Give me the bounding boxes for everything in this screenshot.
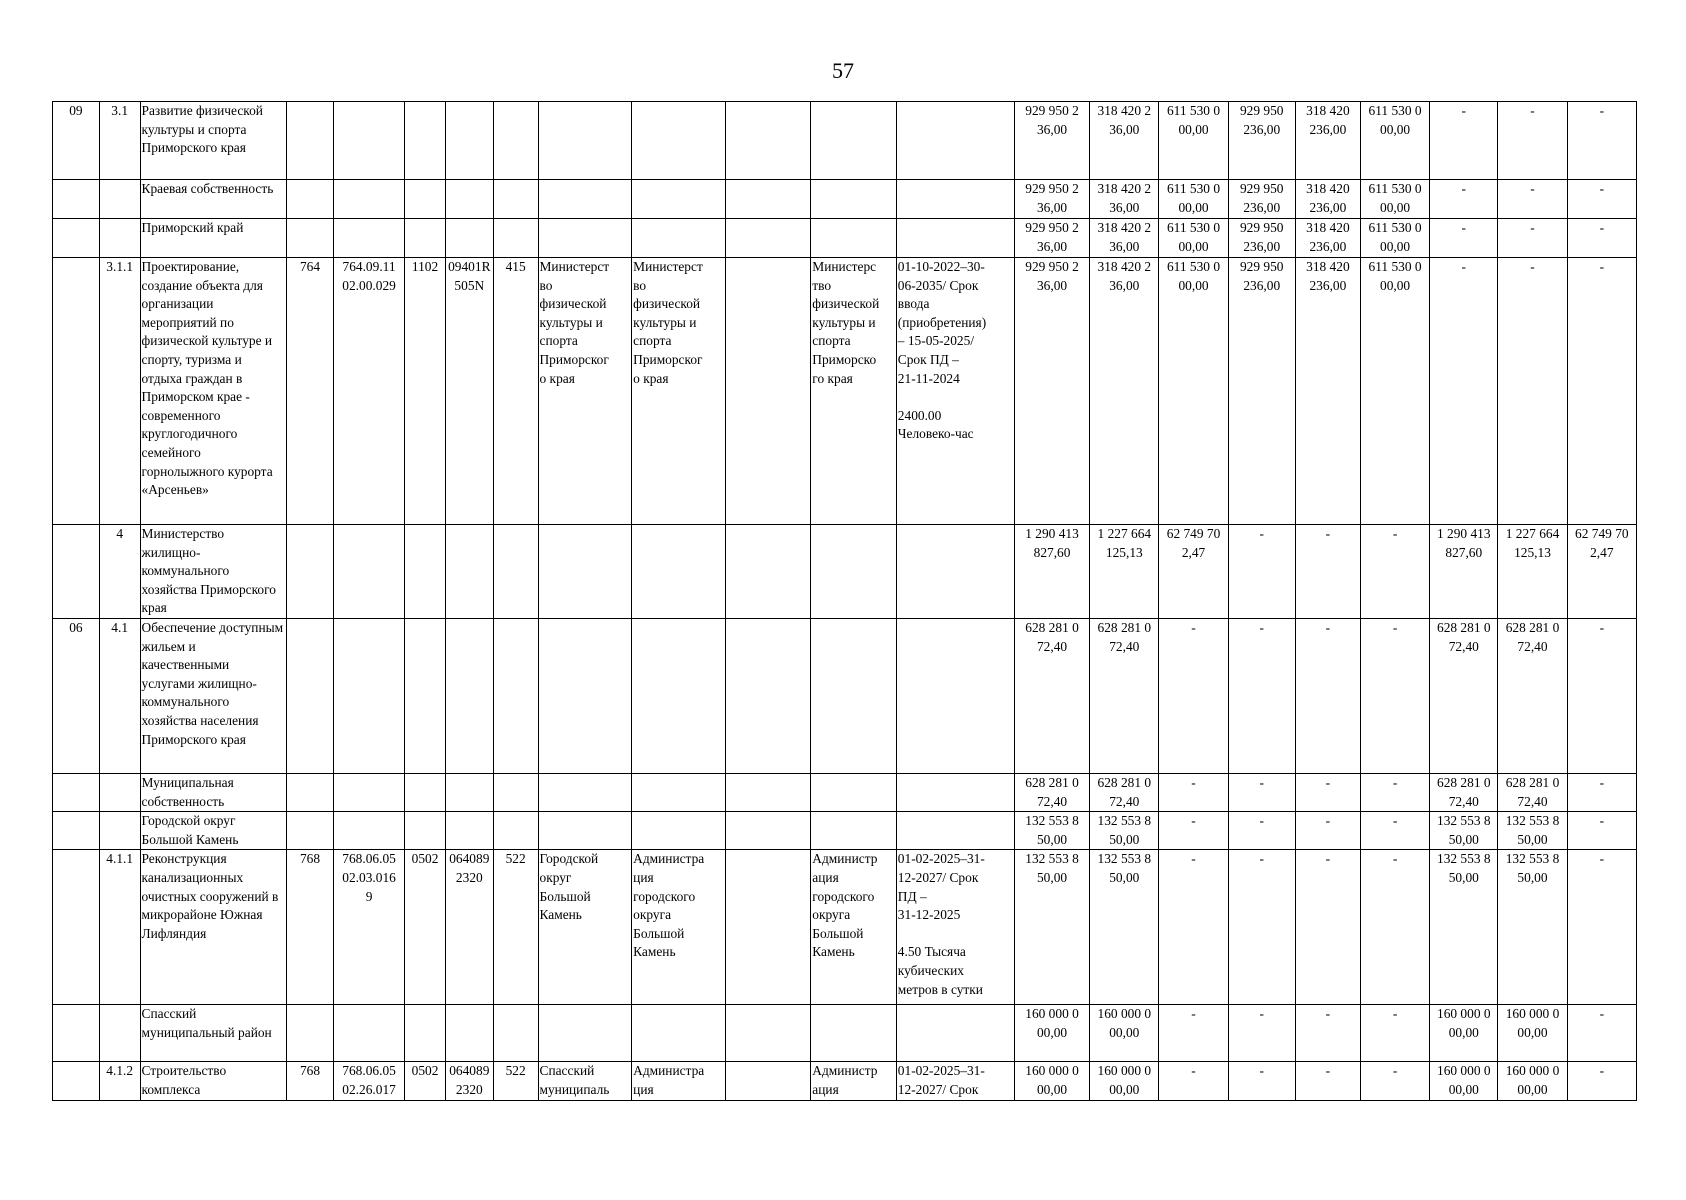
cell-extra-federal: - bbox=[1498, 102, 1567, 180]
cell-total-federal: 132 553 8 50,00 bbox=[1090, 850, 1159, 1005]
cell-item-number: 3.1.1 bbox=[99, 258, 140, 525]
table-row bbox=[53, 850, 1637, 1005]
cell-customer: Министерст во физической культуры и спорта Приморског о края bbox=[632, 258, 726, 525]
cell-budget-federal: 318 420 236,00 bbox=[1295, 180, 1360, 219]
cell-budget-regional: - bbox=[1360, 618, 1429, 773]
cell-extra-all: - bbox=[1430, 102, 1498, 180]
cell-extra-all: 160 000 0 00,00 bbox=[1430, 1005, 1498, 1062]
cell-budget-regional: 611 530 0 00,00 bbox=[1360, 219, 1429, 258]
cell-item-number bbox=[99, 219, 140, 258]
cell-column-11 bbox=[725, 773, 811, 811]
cell-object-code bbox=[333, 219, 404, 258]
cell-budget-federal: - bbox=[1295, 525, 1360, 619]
cell-extra-federal: 132 553 8 50,00 bbox=[1498, 812, 1567, 850]
cell-target-article bbox=[445, 1005, 493, 1062]
cell-owner: Городской округ Большой Камень bbox=[538, 850, 632, 1005]
cell-budget-regional: 611 530 0 00,00 bbox=[1360, 258, 1429, 525]
cell-extra-federal: 160 000 0 00,00 bbox=[1498, 1062, 1567, 1100]
cell-column-11 bbox=[725, 1005, 811, 1062]
cell-target-article bbox=[445, 812, 493, 850]
cell-object-code bbox=[333, 812, 404, 850]
cell-item-name: Приморский край bbox=[140, 219, 287, 258]
cell-terms: 01-10-2022–30- 06-2035/ Срок ввода (приобретения) – 15-05-2025/ Срок ПД – 21-11-2024 2400.00 Человеко-час bbox=[896, 258, 1014, 525]
cell-customer bbox=[632, 812, 726, 850]
cell-developer: Министерс тво физической культуры и спорта Приморско го края bbox=[811, 258, 897, 525]
cell-grbs-code bbox=[287, 219, 334, 258]
cell-ministry-code bbox=[53, 773, 100, 811]
cell-customer bbox=[632, 219, 726, 258]
cell-total-all: 132 553 8 50,00 bbox=[1014, 812, 1089, 850]
cell-total-regional: - bbox=[1159, 1062, 1228, 1100]
cell-item-number: 4.1 bbox=[99, 618, 140, 773]
table-row bbox=[53, 180, 1637, 219]
cell-item-number bbox=[99, 1005, 140, 1062]
cell-total-federal: 1 227 664 125,13 bbox=[1090, 525, 1159, 619]
cell-object-code bbox=[333, 525, 404, 619]
cell-grbs-code bbox=[287, 1005, 334, 1062]
cell-total-regional: - bbox=[1159, 850, 1228, 1005]
cell-section-code bbox=[405, 1005, 446, 1062]
cell-budget-federal: 318 420 236,00 bbox=[1295, 219, 1360, 258]
cell-item-name: Реконструкция канализационных очистных сооружений в микрорайоне Южная Лифляндия bbox=[140, 850, 287, 1005]
cell-item-name: Краевая собственность bbox=[140, 180, 287, 219]
cell-grbs-code: 768 bbox=[287, 1062, 334, 1100]
cell-object-code: 768.06.05 02.03.016 9 bbox=[333, 850, 404, 1005]
cell-terms bbox=[896, 618, 1014, 773]
cell-budget-federal: - bbox=[1295, 812, 1360, 850]
cell-owner bbox=[538, 525, 632, 619]
cell-section-code: 0502 bbox=[405, 1062, 446, 1100]
cell-item-number bbox=[99, 773, 140, 811]
cell-total-federal: 132 553 8 50,00 bbox=[1090, 812, 1159, 850]
cell-column-11 bbox=[725, 1062, 811, 1100]
cell-developer: Администр ация городского округа Большой Камень bbox=[811, 850, 897, 1005]
cell-budget-all: 929 950 236,00 bbox=[1228, 219, 1295, 258]
cell-section-code bbox=[405, 102, 446, 180]
cell-developer bbox=[811, 618, 897, 773]
cell-extra-all: 628 281 0 72,40 bbox=[1430, 618, 1498, 773]
cell-target-article bbox=[445, 525, 493, 619]
cell-extra-regional: - bbox=[1567, 102, 1636, 180]
cell-extra-all: 132 553 8 50,00 bbox=[1430, 812, 1498, 850]
cell-section-code bbox=[405, 180, 446, 219]
cell-extra-regional: - bbox=[1567, 1005, 1636, 1062]
cell-target-article bbox=[445, 180, 493, 219]
cell-expense-type: 415 bbox=[493, 258, 538, 525]
table-row bbox=[53, 773, 1637, 811]
cell-extra-regional: - bbox=[1567, 618, 1636, 773]
cell-total-all: 929 950 2 36,00 bbox=[1014, 102, 1089, 180]
cell-total-regional: - bbox=[1159, 1005, 1228, 1062]
cell-ministry-code bbox=[53, 219, 100, 258]
cell-target-article: 064089 2320 bbox=[445, 1062, 493, 1100]
cell-developer bbox=[811, 180, 897, 219]
cell-budget-regional: - bbox=[1360, 773, 1429, 811]
cell-total-regional: 611 530 0 00,00 bbox=[1159, 219, 1228, 258]
cell-extra-all: 628 281 0 72,40 bbox=[1430, 773, 1498, 811]
cell-grbs-code bbox=[287, 180, 334, 219]
cell-item-name: Строительство комплекса bbox=[140, 1062, 287, 1100]
cell-budget-all: 929 950 236,00 bbox=[1228, 258, 1295, 525]
cell-extra-all: - bbox=[1430, 180, 1498, 219]
cell-target-article bbox=[445, 618, 493, 773]
cell-ministry-code bbox=[53, 525, 100, 619]
cell-item-number: 4 bbox=[99, 525, 140, 619]
cell-extra-federal: 160 000 0 00,00 bbox=[1498, 1005, 1567, 1062]
cell-extra-regional: - bbox=[1567, 258, 1636, 525]
cell-owner: Спасский муниципаль bbox=[538, 1062, 632, 1100]
cell-budget-all: - bbox=[1228, 525, 1295, 619]
cell-budget-federal: - bbox=[1295, 618, 1360, 773]
cell-budget-federal: 318 420 236,00 bbox=[1295, 102, 1360, 180]
cell-budget-federal: - bbox=[1295, 773, 1360, 811]
cell-customer: Администра ция bbox=[632, 1062, 726, 1100]
cell-item-name: Проектирование, создание объекта для организации мероприятий по физической культуре и спорту, туризма и отдыха граждан в Приморском крае - современного круглогодичного семейного горнолыжного курорта «Арсеньев» bbox=[140, 258, 287, 525]
cell-object-code bbox=[333, 773, 404, 811]
cell-total-federal: 160 000 0 00,00 bbox=[1090, 1005, 1159, 1062]
cell-section-code: 0502 bbox=[405, 850, 446, 1005]
cell-developer bbox=[811, 525, 897, 619]
cell-object-code bbox=[333, 102, 404, 180]
cell-customer bbox=[632, 525, 726, 619]
cell-expense-type bbox=[493, 102, 538, 180]
cell-total-regional: 611 530 0 00,00 bbox=[1159, 180, 1228, 219]
cell-owner bbox=[538, 1005, 632, 1062]
cell-total-federal: 628 281 0 72,40 bbox=[1090, 618, 1159, 773]
cell-expense-type bbox=[493, 525, 538, 619]
cell-expense-type bbox=[493, 219, 538, 258]
cell-extra-federal: 1 227 664 125,13 bbox=[1498, 525, 1567, 619]
cell-total-all: 929 950 2 36,00 bbox=[1014, 219, 1089, 258]
cell-extra-all: - bbox=[1430, 258, 1498, 525]
cell-developer bbox=[811, 102, 897, 180]
cell-section-code bbox=[405, 525, 446, 619]
cell-customer bbox=[632, 102, 726, 180]
table-row bbox=[53, 618, 1637, 773]
cell-extra-federal: 628 281 0 72,40 bbox=[1498, 618, 1567, 773]
cell-total-regional: - bbox=[1159, 812, 1228, 850]
cell-total-federal: 318 420 2 36,00 bbox=[1090, 258, 1159, 525]
cell-grbs-code bbox=[287, 525, 334, 619]
cell-terms bbox=[896, 219, 1014, 258]
cell-terms: 01-02-2025–31- 12-2027/ Срок ПД – 31-12-2025 4.50 Тысяча кубических метров в сутки bbox=[896, 850, 1014, 1005]
cell-target-article bbox=[445, 773, 493, 811]
cell-total-all: 160 000 0 00,00 bbox=[1014, 1062, 1089, 1100]
cell-item-name: Муниципальная собственность bbox=[140, 773, 287, 811]
cell-budget-all: 929 950 236,00 bbox=[1228, 180, 1295, 219]
cell-ministry-code bbox=[53, 850, 100, 1005]
cell-extra-regional: - bbox=[1567, 180, 1636, 219]
table-body bbox=[53, 102, 1637, 1101]
cell-item-name: Спасский муниципальный район bbox=[140, 1005, 287, 1062]
cell-item-number: 4.1.1 bbox=[99, 850, 140, 1005]
cell-grbs-code bbox=[287, 812, 334, 850]
cell-object-code bbox=[333, 1005, 404, 1062]
cell-target-article: 09401R 505N bbox=[445, 258, 493, 525]
cell-terms bbox=[896, 102, 1014, 180]
table-row bbox=[53, 812, 1637, 850]
cell-terms: 01-02-2025–31- 12-2027/ Срок bbox=[896, 1062, 1014, 1100]
cell-ministry-code bbox=[53, 812, 100, 850]
cell-budget-all: - bbox=[1228, 812, 1295, 850]
cell-ministry-code bbox=[53, 1005, 100, 1062]
cell-budget-all: - bbox=[1228, 1062, 1295, 1100]
cell-item-name: Обеспечение доступным жильем и качественными услугами жилищно-коммунального хозяйства населения Приморского края bbox=[140, 618, 287, 773]
cell-total-regional: - bbox=[1159, 618, 1228, 773]
cell-expense-type bbox=[493, 773, 538, 811]
table-row bbox=[53, 219, 1637, 258]
cell-item-number: 3.1 bbox=[99, 102, 140, 180]
cell-expense-type bbox=[493, 1005, 538, 1062]
cell-budget-federal: - bbox=[1295, 850, 1360, 1005]
cell-target-article bbox=[445, 219, 493, 258]
table-row bbox=[53, 258, 1637, 525]
cell-owner bbox=[538, 219, 632, 258]
cell-terms bbox=[896, 1005, 1014, 1062]
cell-total-regional: 62 749 70 2,47 bbox=[1159, 525, 1228, 619]
cell-budget-federal: - bbox=[1295, 1062, 1360, 1100]
cell-extra-all: 1 290 413 827,60 bbox=[1430, 525, 1498, 619]
cell-expense-type bbox=[493, 812, 538, 850]
cell-section-code: 1102 bbox=[405, 258, 446, 525]
cell-budget-regional: 611 530 0 00,00 bbox=[1360, 180, 1429, 219]
cell-item-number: 4.1.2 bbox=[99, 1062, 140, 1100]
cell-total-all: 1 290 413 827,60 bbox=[1014, 525, 1089, 619]
cell-developer bbox=[811, 219, 897, 258]
cell-customer: Администра ция городского округа Большой Камень bbox=[632, 850, 726, 1005]
cell-item-number bbox=[99, 812, 140, 850]
cell-expense-type: 522 bbox=[493, 1062, 538, 1100]
cell-extra-federal: - bbox=[1498, 180, 1567, 219]
cell-customer bbox=[632, 618, 726, 773]
cell-budget-regional: - bbox=[1360, 1005, 1429, 1062]
cell-budget-federal: - bbox=[1295, 1005, 1360, 1062]
cell-grbs-code bbox=[287, 102, 334, 180]
cell-extra-regional: - bbox=[1567, 219, 1636, 258]
table-row bbox=[53, 1062, 1637, 1100]
cell-grbs-code: 764 bbox=[287, 258, 334, 525]
cell-total-federal: 628 281 0 72,40 bbox=[1090, 773, 1159, 811]
cell-extra-regional: - bbox=[1567, 1062, 1636, 1100]
cell-budget-all: - bbox=[1228, 773, 1295, 811]
cell-item-number bbox=[99, 180, 140, 219]
cell-grbs-code: 768 bbox=[287, 850, 334, 1005]
cell-column-11 bbox=[725, 850, 811, 1005]
cell-total-regional: 611 530 0 00,00 bbox=[1159, 258, 1228, 525]
cell-developer bbox=[811, 1005, 897, 1062]
cell-extra-regional: 62 749 70 2,47 bbox=[1567, 525, 1636, 619]
cell-total-all: 160 000 0 00,00 bbox=[1014, 1005, 1089, 1062]
cell-customer bbox=[632, 1005, 726, 1062]
cell-budget-regional: - bbox=[1360, 850, 1429, 1005]
cell-total-federal: 318 420 2 36,00 bbox=[1090, 219, 1159, 258]
cell-total-all: 628 281 0 72,40 bbox=[1014, 773, 1089, 811]
cell-section-code bbox=[405, 812, 446, 850]
cell-terms bbox=[896, 180, 1014, 219]
cell-total-regional: 611 530 0 00,00 bbox=[1159, 102, 1228, 180]
cell-extra-federal: 132 553 8 50,00 bbox=[1498, 850, 1567, 1005]
cell-budget-all: 929 950 236,00 bbox=[1228, 102, 1295, 180]
cell-total-federal: 318 420 2 36,00 bbox=[1090, 102, 1159, 180]
cell-ministry-code: 06 bbox=[53, 618, 100, 773]
cell-total-regional: - bbox=[1159, 773, 1228, 811]
cell-budget-all: - bbox=[1228, 850, 1295, 1005]
cell-owner bbox=[538, 618, 632, 773]
cell-customer bbox=[632, 773, 726, 811]
cell-extra-regional: - bbox=[1567, 773, 1636, 811]
cell-target-article bbox=[445, 102, 493, 180]
cell-budget-regional: - bbox=[1360, 812, 1429, 850]
cell-object-code bbox=[333, 618, 404, 773]
cell-section-code bbox=[405, 618, 446, 773]
cell-column-11 bbox=[725, 812, 811, 850]
cell-owner bbox=[538, 773, 632, 811]
cell-extra-federal: - bbox=[1498, 258, 1567, 525]
cell-column-11 bbox=[725, 258, 811, 525]
cell-expense-type: 522 bbox=[493, 850, 538, 1005]
cell-column-11 bbox=[725, 618, 811, 773]
cell-object-code bbox=[333, 180, 404, 219]
cell-expense-type bbox=[493, 180, 538, 219]
cell-budget-regional: - bbox=[1360, 525, 1429, 619]
cell-extra-all: 160 000 0 00,00 bbox=[1430, 1062, 1498, 1100]
cell-customer bbox=[632, 180, 726, 219]
table-row bbox=[53, 1005, 1637, 1062]
cell-ministry-code: 09 bbox=[53, 102, 100, 180]
cell-developer bbox=[811, 812, 897, 850]
cell-extra-all: - bbox=[1430, 219, 1498, 258]
cell-extra-all: 132 553 8 50,00 bbox=[1430, 850, 1498, 1005]
cell-owner bbox=[538, 180, 632, 219]
cell-total-all: 132 553 8 50,00 bbox=[1014, 850, 1089, 1005]
cell-ministry-code bbox=[53, 180, 100, 219]
cell-total-federal: 160 000 0 00,00 bbox=[1090, 1062, 1159, 1100]
cell-column-11 bbox=[725, 525, 811, 619]
cell-budget-all: - bbox=[1228, 1005, 1295, 1062]
cell-extra-federal: - bbox=[1498, 219, 1567, 258]
cell-total-all: 929 950 2 36,00 bbox=[1014, 258, 1089, 525]
cell-budget-all: - bbox=[1228, 618, 1295, 773]
page-number: 57 bbox=[832, 58, 854, 83]
cell-column-11 bbox=[725, 219, 811, 258]
cell-terms bbox=[896, 812, 1014, 850]
cell-expense-type bbox=[493, 618, 538, 773]
cell-extra-regional: - bbox=[1567, 850, 1636, 1005]
cell-owner: Министерст во физической культуры и спорта Приморског о края bbox=[538, 258, 632, 525]
table-row bbox=[53, 525, 1637, 619]
cell-terms bbox=[896, 773, 1014, 811]
program-table bbox=[52, 101, 1637, 1101]
cell-budget-regional: 611 530 0 00,00 bbox=[1360, 102, 1429, 180]
cell-object-code: 764.09.11 02.00.029 bbox=[333, 258, 404, 525]
cell-extra-federal: 628 281 0 72,40 bbox=[1498, 773, 1567, 811]
cell-section-code bbox=[405, 773, 446, 811]
table-row bbox=[53, 102, 1637, 180]
cell-item-name: Министерство жилищно-коммунального хозяйства Приморского края bbox=[140, 525, 287, 619]
cell-item-name: Городской округ Большой Камень bbox=[140, 812, 287, 850]
cell-extra-regional: - bbox=[1567, 812, 1636, 850]
cell-total-federal: 318 420 2 36,00 bbox=[1090, 180, 1159, 219]
cell-target-article: 064089 2320 bbox=[445, 850, 493, 1005]
cell-grbs-code bbox=[287, 618, 334, 773]
cell-terms bbox=[896, 525, 1014, 619]
cell-budget-regional: - bbox=[1360, 1062, 1429, 1100]
cell-object-code: 768.06.05 02.26.017 bbox=[333, 1062, 404, 1100]
cell-owner bbox=[538, 812, 632, 850]
cell-budget-federal: 318 420 236,00 bbox=[1295, 258, 1360, 525]
cell-total-all: 628 281 0 72,40 bbox=[1014, 618, 1089, 773]
cell-item-name: Развитие физической культуры и спорта Приморского края bbox=[140, 102, 287, 180]
cell-ministry-code bbox=[53, 258, 100, 525]
cell-total-all: 929 950 2 36,00 bbox=[1014, 180, 1089, 219]
cell-developer: Администр ация bbox=[811, 1062, 897, 1100]
cell-column-11 bbox=[725, 180, 811, 219]
cell-grbs-code bbox=[287, 773, 334, 811]
cell-column-11 bbox=[725, 102, 811, 180]
cell-section-code bbox=[405, 219, 446, 258]
cell-developer bbox=[811, 773, 897, 811]
cell-owner bbox=[538, 102, 632, 180]
cell-ministry-code bbox=[53, 1062, 100, 1100]
